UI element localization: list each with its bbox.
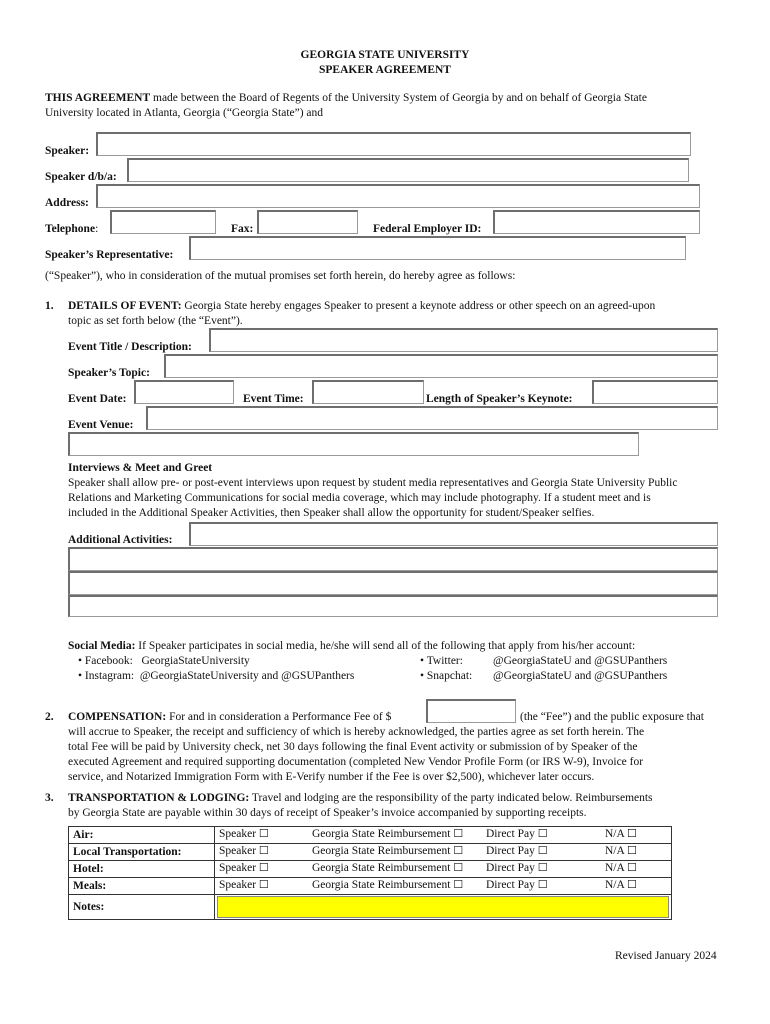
event-date-label: Event Date: xyxy=(68,393,127,405)
air-direct-pay-checkbox[interactable]: Direct Pay ☐ xyxy=(486,827,548,840)
speaker-dba-label: Speaker d/b/a: xyxy=(45,171,117,183)
fax-field[interactable] xyxy=(257,210,358,234)
performance-fee-field[interactable] xyxy=(426,699,516,723)
social-snapchat-handle: @GeorgiaStateU and @GSUPanthers xyxy=(493,670,668,682)
intro-line-2: University located in Atlanta, Georgia (“Georgia State”) and xyxy=(45,107,324,119)
social-facebook: • Facebook: GeorgiaStateUniversity xyxy=(78,655,250,667)
section-3-line-2: by Georgia State are payable within 30 days of receipt of Speaker’s invoice accompanied by supporting receipts. xyxy=(68,807,587,819)
keynote-length-label: Length of Speaker’s Keynote: xyxy=(426,393,573,405)
meals-speaker-checkbox[interactable]: Speaker ☐ xyxy=(219,878,269,891)
transportation-table xyxy=(68,826,672,920)
table-row xyxy=(69,844,672,861)
intro-text: made between the Board of Regents of the University System of Georgia by and on behalf of Georgia State xyxy=(150,92,647,104)
section-1-heading: DETAILS OF EVENT: xyxy=(68,300,182,312)
hotel-reimbursement-checkbox[interactable]: Georgia State Reimbursement ☐ xyxy=(312,861,464,874)
telephone-field[interactable] xyxy=(110,210,216,234)
page-title: GEORGIA STATE UNIVERSITY xyxy=(300,49,470,61)
speaker-representative-label: Speaker’s Representative: xyxy=(45,249,174,261)
intro-line-1 xyxy=(45,92,647,104)
speaker-representative-field[interactable] xyxy=(189,236,686,260)
agreement-statement: (“Speaker”), who in consideration of the mutual promises set forth herein, do hereby agree as follows: xyxy=(45,270,516,282)
row-notes xyxy=(215,895,672,920)
section-2-line-1b: (the “Fee”) and the public exposure that xyxy=(520,711,704,723)
section-2-line-4: executed Agreement and required supporting documentation (completed New Vendor Profile Form (or IRS W-9), Invoice for xyxy=(68,756,644,768)
speaker-field[interactable] xyxy=(96,132,691,156)
event-time-label: Event Time: xyxy=(243,393,304,405)
page-subtitle: SPEAKER AGREEMENT xyxy=(319,64,451,76)
speaker-label: Speaker: xyxy=(45,145,90,157)
section-2-number: 2. xyxy=(45,711,54,723)
telephone-label: Telephone: xyxy=(45,223,99,235)
intro-bold: THIS AGREEMENT xyxy=(45,92,151,104)
hotel-na-checkbox[interactable]: N/A ☐ xyxy=(605,861,637,874)
interviews-line-2: Relations and Marketing Communications for social media coverage, which may include photography. If a student meet and is xyxy=(68,492,651,504)
row-label-local-transportation: Local Transportation: xyxy=(69,844,215,861)
event-venue-label: Event Venue: xyxy=(68,419,134,431)
row-label-hotel: Hotel: xyxy=(69,861,215,878)
keynote-length-field[interactable] xyxy=(592,380,718,404)
speaker-topic-label: Speaker’s Topic: xyxy=(68,367,150,379)
local-speaker-checkbox[interactable]: Speaker ☐ xyxy=(219,844,269,857)
section-2-heading: COMPENSATION: xyxy=(68,711,167,723)
social-snapchat: • Snapchat: xyxy=(420,670,473,682)
table-row xyxy=(69,895,672,920)
meals-na-checkbox[interactable]: N/A ☐ xyxy=(605,878,637,891)
speaker-dba-field[interactable] xyxy=(127,158,689,182)
event-title-field[interactable] xyxy=(209,328,718,352)
local-direct-pay-checkbox[interactable]: Direct Pay ☐ xyxy=(486,844,548,857)
section-3-line-1: TRANSPORTATION & LODGING: Travel and lodging are the responsibility of the party indicated below. Reimbursements xyxy=(68,792,653,804)
additional-activities-label: Additional Activities: xyxy=(68,534,173,546)
additional-activities-field-2[interactable] xyxy=(68,547,718,571)
meals-reimbursement-checkbox[interactable]: Georgia State Reimbursement ☐ xyxy=(312,878,464,891)
row-options-local-transportation xyxy=(215,844,672,861)
row-options-hotel xyxy=(215,861,672,878)
local-na-checkbox[interactable]: N/A ☐ xyxy=(605,844,637,857)
event-date-field[interactable] xyxy=(134,380,234,404)
federal-employer-id-label: Federal Employer ID: xyxy=(373,223,482,235)
local-reimbursement-checkbox[interactable]: Georgia State Reimbursement ☐ xyxy=(312,844,464,857)
federal-employer-id-field[interactable] xyxy=(493,210,700,234)
event-venue-field-2[interactable] xyxy=(68,432,639,456)
row-label-air: Air: xyxy=(69,827,215,844)
section-1-number: 1. xyxy=(45,300,54,312)
row-label-meals: Meals: xyxy=(69,878,215,895)
revision-date: Revised January 2024 xyxy=(615,950,717,962)
interviews-line-1: Speaker shall allow pre- or post-event interviews upon request by student media representatives and Georgia State University Public xyxy=(68,477,678,489)
row-label-notes: Notes: xyxy=(69,895,215,920)
social-media-line: Social Media: If Speaker participates in social media, he/she will send all of the following that apply from his/her account: xyxy=(68,640,636,652)
hotel-speaker-checkbox[interactable]: Speaker ☐ xyxy=(219,861,269,874)
hotel-direct-pay-checkbox[interactable]: Direct Pay ☐ xyxy=(486,861,548,874)
event-title-label: Event Title / Description: xyxy=(68,341,192,353)
social-twitter-handle: @GeorgiaStateU and @GSUPanthers xyxy=(493,655,668,667)
address-label: Address: xyxy=(45,197,89,209)
section-1-line-1: DETAILS OF EVENT: Georgia State hereby engages Speaker to present a keynote address or other speech on an agreed-upon xyxy=(68,300,656,312)
additional-activities-field-1[interactable] xyxy=(189,522,718,546)
additional-activities-field-4[interactable] xyxy=(68,595,718,617)
table-row xyxy=(69,827,672,844)
air-na-checkbox[interactable]: N/A ☐ xyxy=(605,827,637,840)
additional-activities-field-3[interactable] xyxy=(68,571,718,595)
air-reimbursement-checkbox[interactable]: Georgia State Reimbursement ☐ xyxy=(312,827,464,840)
row-options-meals xyxy=(215,878,672,895)
fax-label: Fax: xyxy=(231,223,254,235)
section-1-line-2: topic as set forth below (the “Event”). xyxy=(68,315,243,327)
event-time-field[interactable] xyxy=(312,380,424,404)
social-twitter: • Twitter: xyxy=(420,655,463,667)
meals-direct-pay-checkbox[interactable]: Direct Pay ☐ xyxy=(486,878,548,891)
social-instagram: • Instagram: @GeorgiaStateUniversity and @GSUPanthers xyxy=(78,670,355,682)
section-3-number: 3. xyxy=(45,792,54,804)
social-media-label: Social Media: xyxy=(68,640,136,652)
interviews-line-3: included in the Additional Speaker Activities, then Speaker shall allow the opportunity for student/Speaker selfies. xyxy=(68,507,595,519)
section-2-line-5: service, and Notarized Immigration Form with E-Verify number if the Fee is over $2,500), whichever later occurs. xyxy=(68,771,595,783)
table-row xyxy=(69,861,672,878)
address-field[interactable] xyxy=(96,184,700,208)
notes-field[interactable] xyxy=(217,896,669,918)
section-2-line-1a: COMPENSATION: For and in consideration a Performance Fee of $ xyxy=(68,711,392,723)
event-venue-field[interactable] xyxy=(146,406,718,430)
air-speaker-checkbox[interactable]: Speaker ☐ xyxy=(219,827,269,840)
interviews-heading: Interviews & Meet and Greet xyxy=(68,462,213,474)
row-options-air xyxy=(215,827,672,844)
section-2-line-3: total Fee will be paid by University check, net 30 days following the final Event activity or submission of by Speaker of the xyxy=(68,741,638,753)
table-row xyxy=(69,878,672,895)
speaker-topic-field[interactable] xyxy=(164,354,718,378)
section-2-line-2: will accrue to Speaker, the receipt and sufficiency of which is hereby acknowledged, the parties agree as set forth herein. The xyxy=(68,726,645,738)
section-3-heading: TRANSPORTATION & LODGING: xyxy=(68,792,250,804)
